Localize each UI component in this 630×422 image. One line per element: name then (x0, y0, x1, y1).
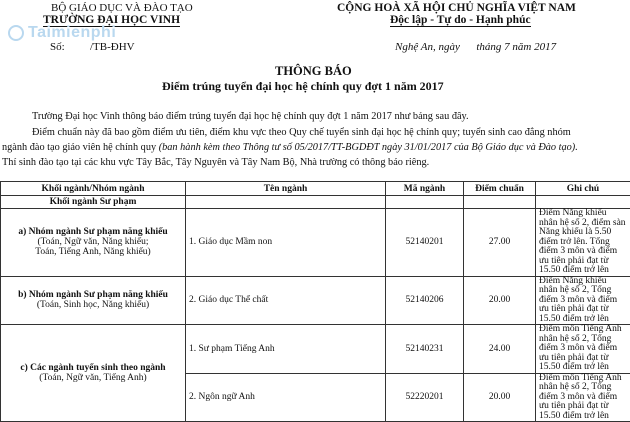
group-subjects: (Toán, Ngữ văn, Tiếng Anh) (4, 373, 182, 383)
notice-subtitle: Điểm trúng tuyển đại học hệ chính quy đợt 1 năm 2017 (162, 79, 444, 94)
body-paragraph-3: Thí sinh đào tạo tại các khu vực Tây Bắc, Tây Nguyên và Tây Nam Bộ, Nhà trường có thông báo riêng. (2, 157, 429, 168)
empty-cell (464, 196, 536, 209)
note: Điểm môn Tiếng Anh nhân hệ số 2, Tổng điểm 3 môn và điểm ưu tiên phải đạt từ 15.50 điểm trở lên (536, 373, 630, 422)
table-row (1, 276, 630, 325)
group-title: a) Nhóm ngành Sư phạm năng khiếu (4, 227, 182, 237)
group-subjects: (Toán, Ngữ văn, Năng khiếu; (4, 237, 182, 247)
doc-number: /TB-ĐHV (90, 41, 135, 53)
table-row (1, 209, 630, 277)
doc-number-label: Số: (50, 41, 65, 53)
note: Điểm Năng khiếu nhân hệ số 2, Tổng điểm 3 môn và điểm ưu tiên phải đạt từ 15.50 điểm trở lên (536, 276, 630, 325)
section-row (1, 196, 630, 209)
section-label: Khối ngành Sư phạm (1, 196, 186, 209)
cutoff-score: 27.00 (464, 209, 536, 277)
cutoff-score: 20.00 (464, 373, 536, 422)
header-major: Tên ngành (186, 182, 386, 196)
table-row (1, 325, 630, 374)
university-name: TRƯỜNG ĐẠI HỌC VINH (43, 14, 180, 27)
group-title: b) Nhóm ngành Sư phạm năng khiếu (4, 290, 182, 300)
major-name: 2. Ngôn ngữ Anh (186, 373, 386, 422)
group-cell-b (1, 276, 186, 325)
major-name: 1. Giáo dục Mầm non (186, 209, 386, 277)
table-header-row (1, 182, 630, 196)
header-group: Khối ngành/Nhóm ngành (1, 182, 186, 196)
header-code: Mã ngành (386, 182, 464, 196)
body-paragraph-1: Trường Đại học Vinh thông báo điểm trúng tuyển đại học hệ chính quy đợt 1 năm 2017 như bảng sau đây. (32, 111, 469, 122)
watermark-logo (2, 20, 132, 48)
note: Điểm môn Tiếng Anh nhân hệ số 2, Tổng điểm 3 môn và điểm ưu tiên phải đạt từ 15.50 điểm trở lên (536, 325, 630, 374)
empty-cell (386, 196, 464, 209)
watermark-text: Taimienphi (28, 24, 116, 42)
ministry-name: BỘ GIÁO DỤC VÀ ĐÀO TẠO (51, 2, 193, 14)
group-title: c) Các ngành tuyển sinh theo ngành (4, 363, 182, 373)
body-paragraph-2-line-2 (2, 142, 578, 153)
major-code: 52140206 (386, 276, 464, 325)
circular-reference: (ban hành kèm theo Thông tư số 05/2017/TT-BGDĐT ngày 31/01/2017 của Bộ Giáo dục và Đào tạo). (159, 142, 578, 153)
major-code: 52140231 (386, 325, 464, 374)
header-score: Điểm chuẩn (464, 182, 536, 196)
notice-title: THÔNG BÁO (275, 64, 352, 79)
group-subjects: Toán, Tiếng Anh, Năng khiếu) (4, 247, 182, 257)
empty-cell (536, 196, 630, 209)
major-code: 52220201 (386, 373, 464, 422)
cutoff-score: 20.00 (464, 276, 536, 325)
major-name: 1. Sư phạm Tiếng Anh (186, 325, 386, 374)
group-subjects: (Toán, Sinh học, Năng khiếu) (4, 300, 182, 310)
body-paragraph-2-line-1: Điểm chuẩn này đã bao gồm điểm ưu tiên, điểm khu vực theo Quy chế tuyển sinh đại học hệ chính quy; tuyển sinh cao đẳng nhóm (32, 127, 571, 138)
admission-scores-table (0, 181, 630, 422)
major-name: 2. Giáo dục Thể chất (186, 276, 386, 325)
cutoff-score: 24.00 (464, 325, 536, 374)
header-note: Ghi chú (536, 182, 630, 196)
group-cell-c (1, 325, 186, 422)
major-code: 52140201 (386, 209, 464, 277)
group-cell-a (1, 209, 186, 277)
body-paragraph-2-line-2-a: ngành đào tạo giáo viên hệ chính quy (2, 142, 159, 153)
empty-cell (186, 196, 386, 209)
watermark-icon (8, 25, 24, 41)
place-date: Nghệ An, ngày tháng 7 năm 2017 (395, 41, 556, 53)
note: Điểm Năng khiếu nhân hệ số 2, điểm sàn Năng khiếu là 5.50 điểm trở lên. Tổng điểm 3 môn và điểm ưu tiên phải đạt từ 15.50 điểm trở lên (536, 209, 630, 277)
national-motto: Độc lập - Tự do - Hạnh phúc (390, 14, 531, 27)
country-name: CỘNG HOÀ XÃ HỘI CHỦ NGHĨA VIỆT NAM (337, 2, 576, 14)
